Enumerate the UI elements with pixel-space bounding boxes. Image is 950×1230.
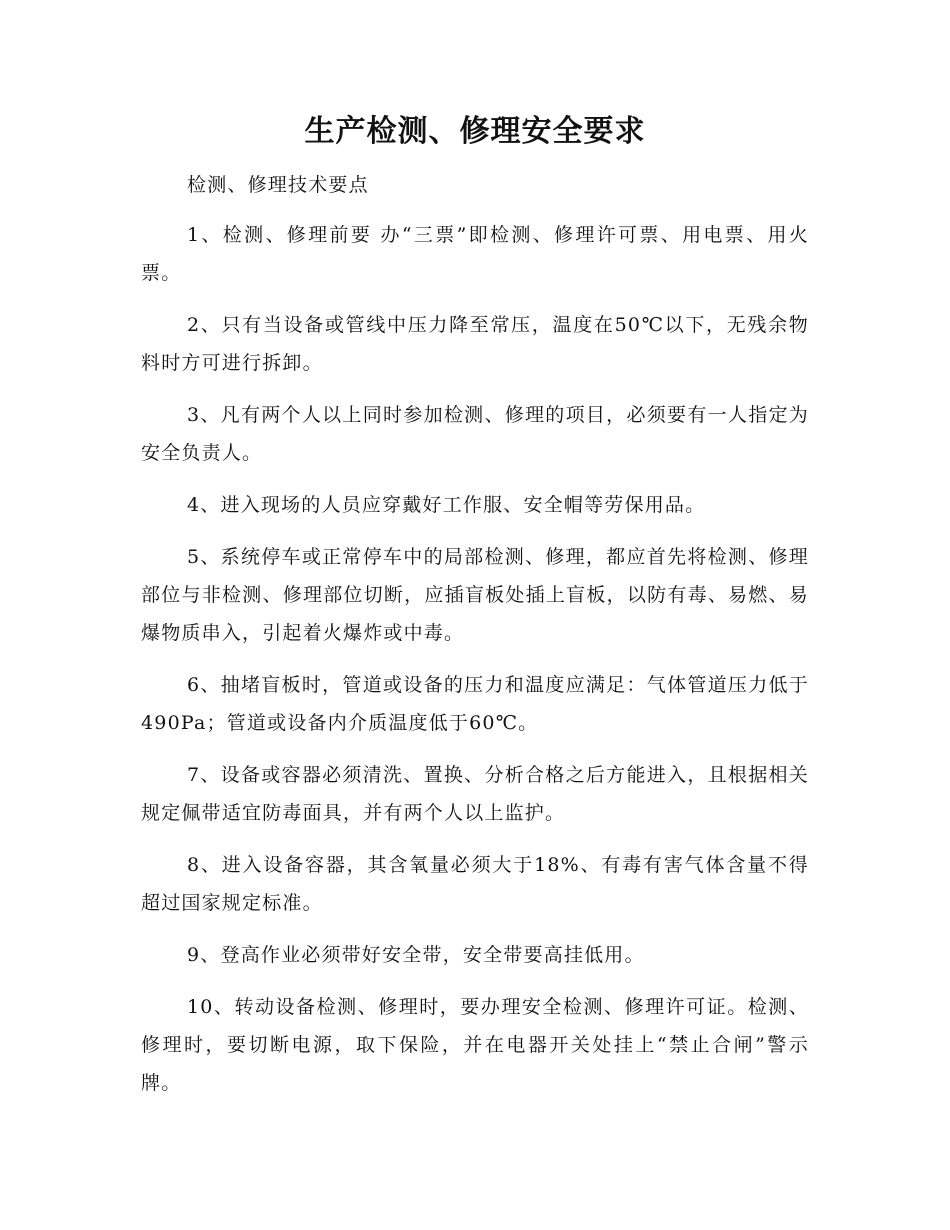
- list-item: 3、凡有两个人以上同时参加检测、修理的项目，必须要有一人指定为安全负责人。: [141, 404, 809, 464]
- list-item: 1、检测、修理前要 办“三票”即检测、修理许可票、用电票、用火票。: [141, 224, 809, 284]
- list-item: 5、系统停车或正常停车中的局部检测、修理，都应首先将检测、修理部位与非检测、修理部位切断，应插盲板处插上盲板，以防有毒、易燃、易爆物质串入，引起着火爆炸或中毒。: [141, 546, 809, 644]
- list-item: 8、进入设备容器，其含氧量必须大于18%、有毒有害气体含量不得超过国家规定标准。: [141, 854, 809, 914]
- list-item: 10、转动设备检测、修理时，要办理安全检测、修理许可证。检测、修理时，要切断电源，取下保险，并在电器开关处挂上“禁止合闸”警示牌。: [141, 996, 809, 1094]
- document-body: [141, 166, 809, 1116]
- list-item: 2、只有当设备或管线中压力降至常压，温度在50℃以下，无残余物料时方可进行拆卸。: [141, 314, 809, 374]
- list-item: 9、登高作业必须带好安全带，安全带要高挂低用。: [187, 944, 645, 966]
- list-item: 7、设备或容器必须清洗、置换、分析合格之后方能进入，且根据相关规定佩带适宜防毒面具，并有两个人以上监护。: [141, 764, 809, 824]
- section-subheading: 检测、修理技术要点: [187, 174, 369, 196]
- list-item: 4、进入现场的人员应穿戴好工作服、安全帽等劳保用品。: [187, 494, 706, 516]
- list-item: 6、抽堵盲板时，管道或设备的压力和温度应满足：气体管道压力低于490Pa；管道或设备内介质温度低于60℃。: [141, 674, 809, 734]
- document-title: 生产检测、修理安全要求: [304, 114, 646, 149]
